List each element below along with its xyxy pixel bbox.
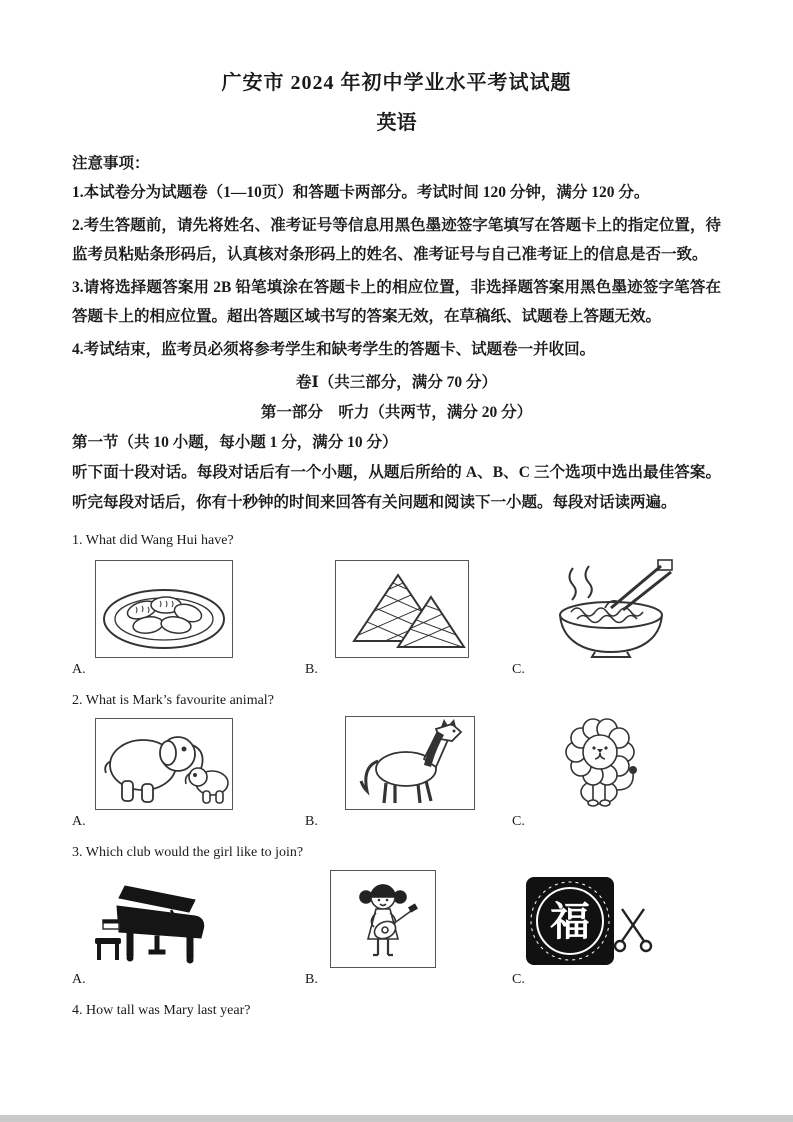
- page-bottom-edge: [0, 1115, 793, 1122]
- question-3-text: 3. Which club would the girl like to join?: [72, 845, 304, 860]
- option-b-label: B.: [305, 814, 318, 829]
- option-c: [512, 560, 721, 678]
- exam-title: 广安市 2024 年初中学业水平考试试题: [221, 72, 572, 94]
- question-1: [72, 530, 721, 678]
- option-b: [305, 720, 512, 830]
- horse-image: [345, 716, 475, 810]
- option-a-label: A.: [72, 662, 86, 677]
- question-1-text: 1. What did Wang Hui have?: [72, 533, 234, 548]
- listening-instructions: 听下面十段对话。每段对话后有一个小题，从题后所给的 A、B、C 三个选项中选出最佳答案。听完每段对话后，你有十秒钟的时间来回答有关问题和阅读下一小题。每段对话读两遍。: [72, 464, 721, 511]
- option-a: [72, 560, 305, 678]
- piano-image: [95, 880, 223, 968]
- section-heading: 第一节（共 10 小题，每小题 1 分，满分 10 分）: [72, 434, 398, 451]
- question-2-options: [72, 720, 721, 830]
- part-heading: 第一部分 听力（共两节，满分 20 分）: [260, 404, 533, 421]
- exam-subject: 英语: [376, 112, 417, 134]
- elephant-image: [95, 718, 233, 810]
- question-3: [72, 842, 721, 988]
- notice-item-1: 1.本试卷分为试题卷（1—10页）和答题卡两部分。考试时间 120 分钟，满分 120 分。: [72, 184, 650, 201]
- option-b-label: B.: [305, 662, 318, 677]
- option-b-label: B.: [305, 972, 318, 987]
- question-4-text: 4. How tall was Mary last year?: [72, 1003, 251, 1018]
- question-3-options: [72, 872, 721, 988]
- question-4: [72, 1000, 721, 1022]
- notice-item-4: 4.考试结束，监考员必须将参考学生和缺考学生的答题卡、试题卷一并收回。: [72, 341, 596, 358]
- notice-item-2: 2.考生答题前，请先将姓名、准考证号等信息用黑色墨迹签字笔填写在答题卡上的指定位置，待监考员粘贴条形码后，认真核对条形码上的姓名、准考证号与自己准考证上的信息是否一致。: [72, 217, 721, 263]
- question-1-options: [72, 560, 721, 678]
- girl-guitar-image: [330, 870, 436, 968]
- option-c-label: C.: [512, 662, 525, 677]
- option-a: [72, 872, 305, 988]
- option-b: [305, 872, 512, 988]
- dumplings-image: [95, 560, 233, 658]
- paper-cutting-image: [520, 873, 656, 968]
- notice-heading: 注意事项：: [72, 155, 150, 172]
- option-a-label: A.: [72, 972, 86, 987]
- noodles-image: [545, 558, 685, 658]
- question-2-text: 2. What is Mark’s favourite animal?: [72, 693, 274, 708]
- notice-item-3: 3.请将选择题答案用 2B 铅笔填涂在答题卡上的相应位置，非选择题答案用黑色墨迹签字笔答在答题卡上的相应位置。超出答题区域书写的答案无效，在草稿纸、试题卷上答题无效。: [72, 279, 721, 325]
- volume-heading: 卷Ⅰ（共三部分，满分 70 分）: [295, 374, 497, 391]
- option-a: [72, 720, 305, 830]
- question-2: [72, 690, 721, 830]
- piano-bench: [95, 938, 121, 960]
- zongzi-image: [335, 560, 469, 658]
- option-c-label: C.: [512, 972, 525, 987]
- lion-image: [545, 718, 657, 810]
- option-b: [305, 560, 512, 678]
- option-c: [512, 720, 721, 830]
- scissors-icon: [615, 909, 651, 951]
- notice-section: [72, 149, 721, 364]
- option-c-label: C.: [512, 814, 525, 829]
- option-a-label: A.: [72, 814, 86, 829]
- fu-character: 福: [550, 899, 590, 944]
- option-c: [512, 872, 721, 988]
